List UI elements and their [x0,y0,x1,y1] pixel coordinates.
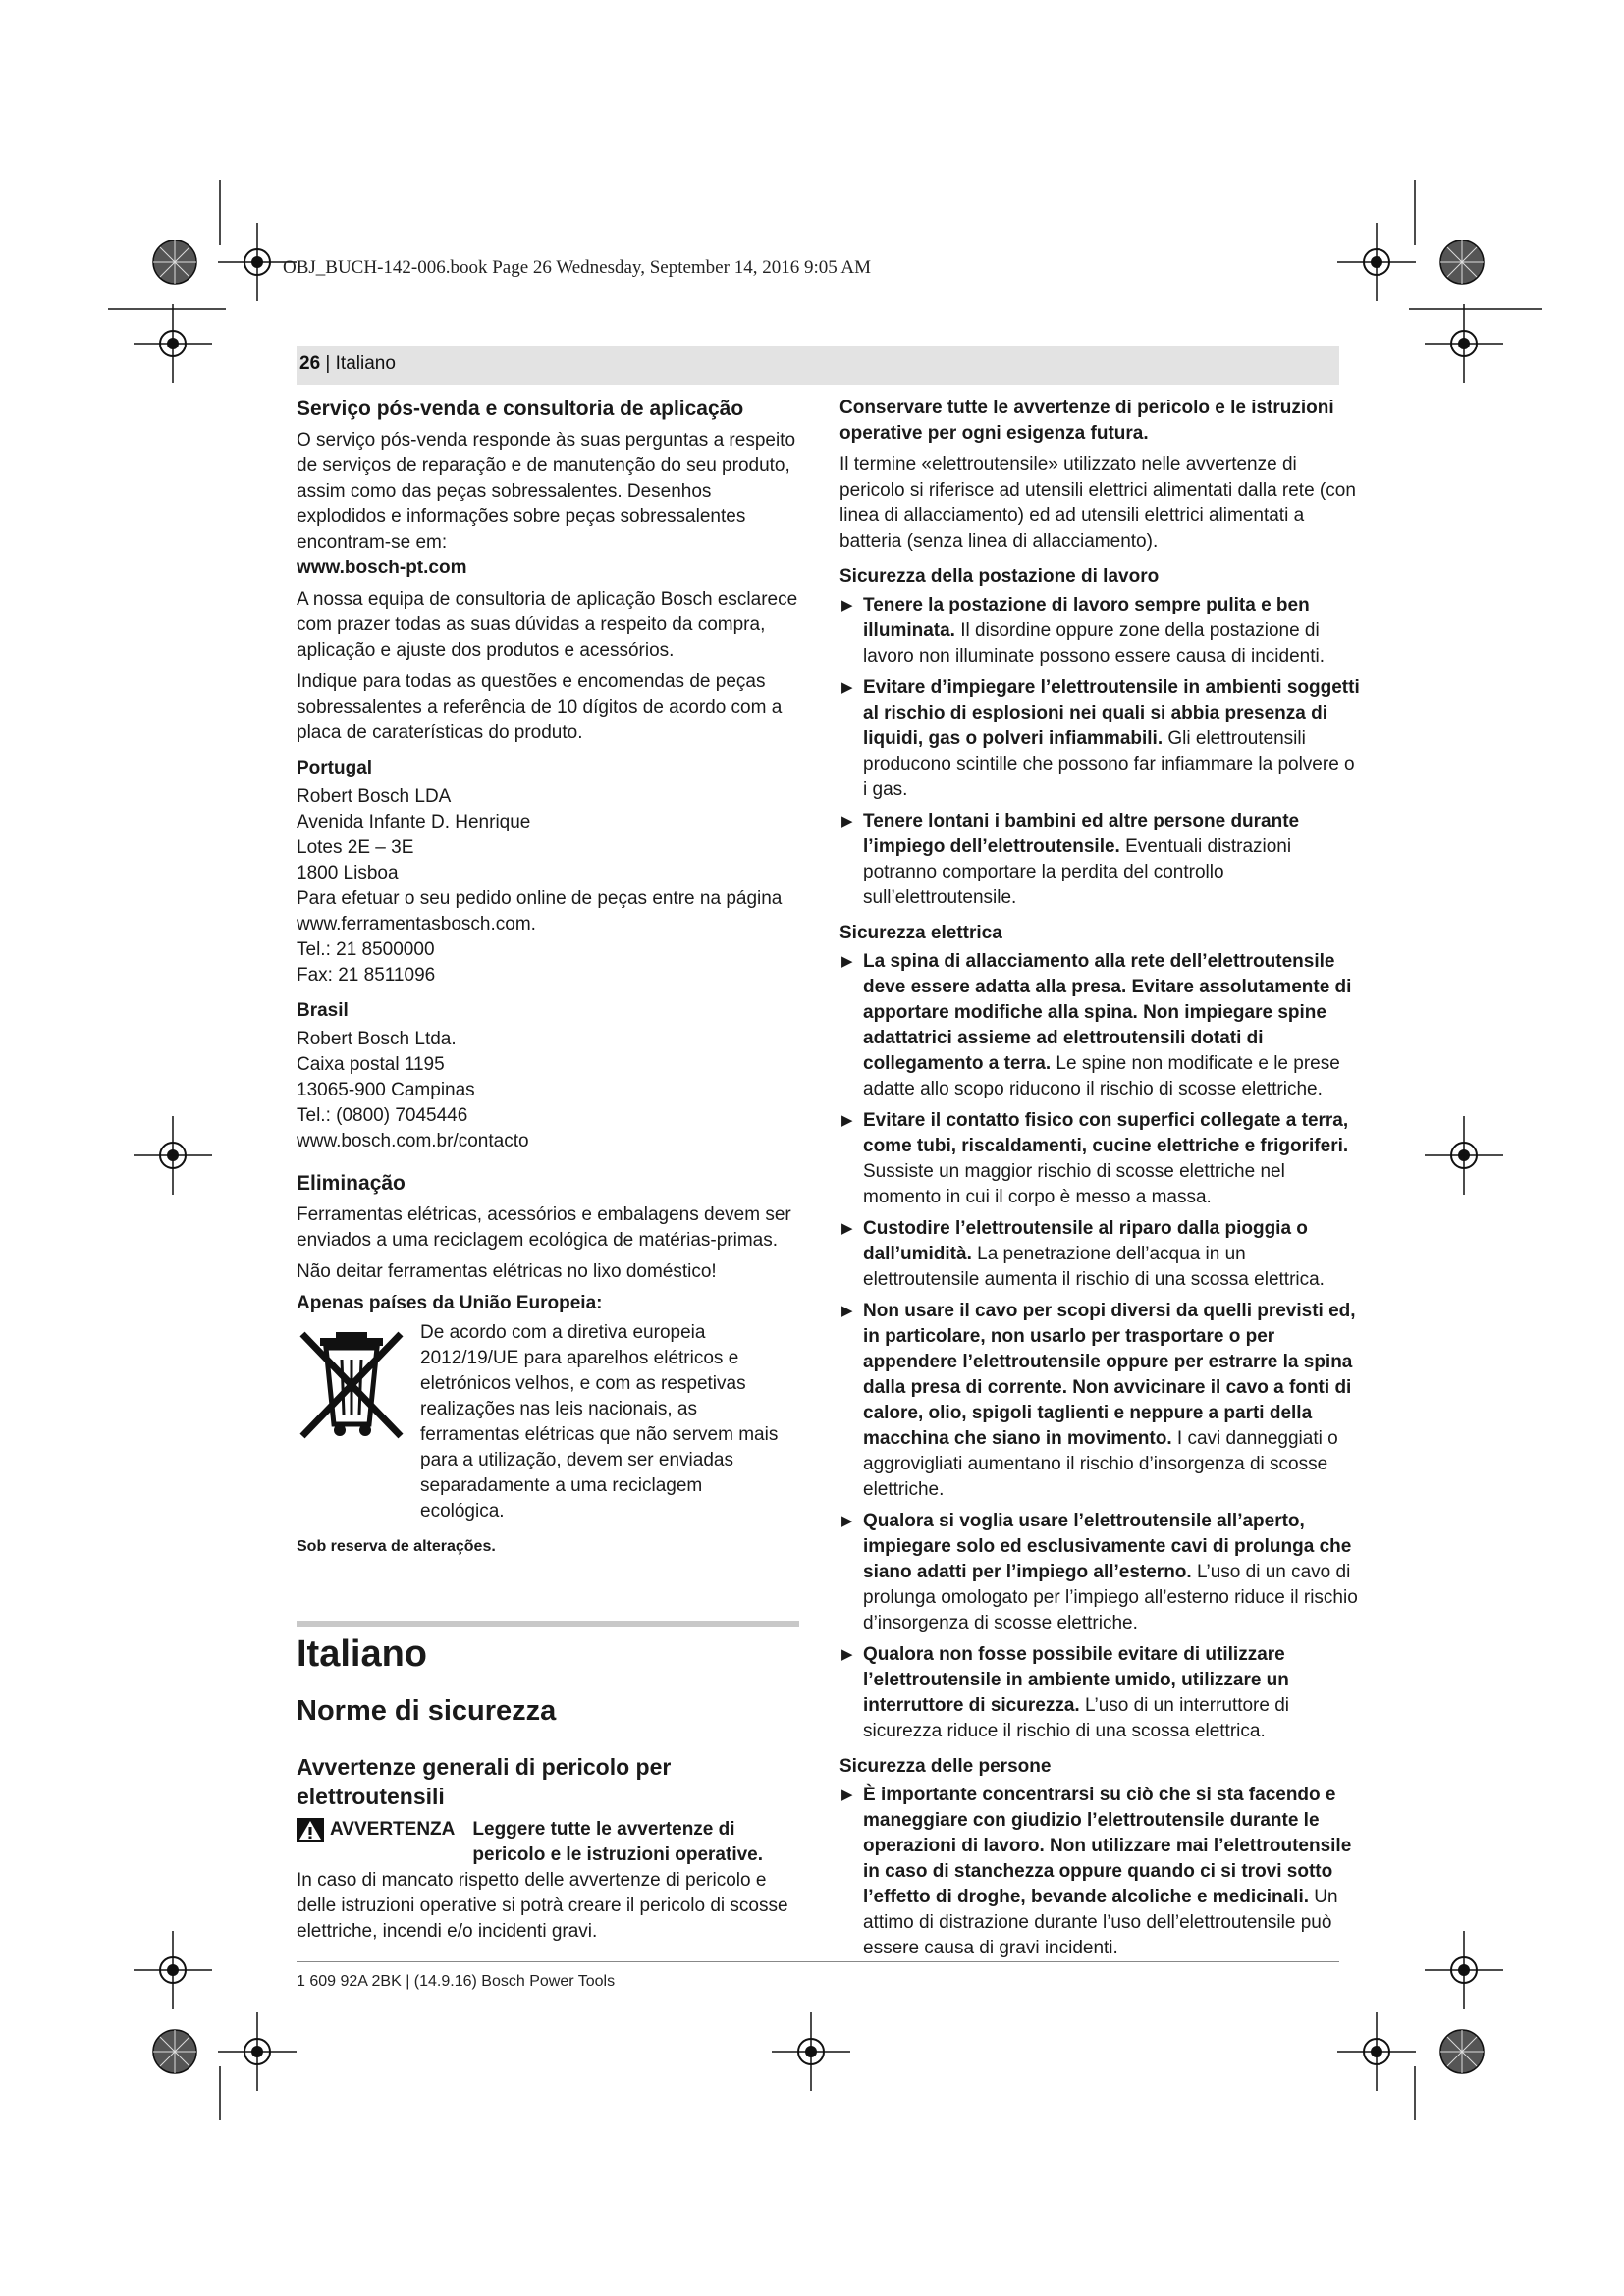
brasil-line: Tel.: (0800) 7045446 [297,1105,468,1126]
warning-row [297,1817,799,1868]
portugal-line: Robert Bosch LDA [297,786,452,807]
list-item [839,949,1360,1102]
italian-title: Italiano [297,1633,428,1675]
item-bold: Custodire l’elettroutensile al riparo dalla pioggia o dall’umidità. [863,1218,1308,1264]
page-footer: 1 609 92A 2BK | (14.9.16) Bosch Power Tools [297,1973,616,1990]
bullet-triangle-icon: ▶ [841,953,853,970]
list-item [839,1509,1360,1636]
list-item [839,675,1360,803]
bullet-triangle-icon: ▶ [841,1303,853,1319]
bullet-triangle-icon: ▶ [841,1513,853,1529]
item-text: L’uso di un interruttore di sicurezza riduce il rischio di una scossa elettrica. [863,1695,1290,1741]
item-bold: Tenere la postazione di lavoro sempre pulita e ben illuminata. [863,595,1310,641]
portugal-line: 1800 Lisboa [297,863,399,883]
item-bold: Tenere lontani i bambini ed altre persone durante l’impiego dell’elettroutensile. [863,811,1300,857]
reserve-note: Sob reserva de alterações. [297,1538,496,1555]
service-text-1: O serviço pós-venda responde às suas perguntas a respeito de serviços de reparação e de manutenção do seu produto, assim como das peças sobressalentes. Desenhos explodidos e informações sobre peças sobressalentes encontram-se em: [297,430,796,553]
list-item [839,1642,1360,1744]
warning-label: AVVERTENZA [330,1819,456,1840]
service-link[interactable]: www.bosch-pt.com [297,558,467,578]
portugal-line: Avenida Infante D. Henrique [297,812,531,832]
footer-rule [297,1961,1339,1962]
brasil-address [297,1027,799,1154]
eu-block [297,1320,799,1524]
portugal-title: Portugal [297,758,373,778]
brasil-line: 13065-900 Campinas [297,1080,475,1100]
electrical-title: Sicurezza elettrica [839,923,1002,943]
bullet-triangle-icon: ▶ [841,813,853,829]
item-text: I cavi danneggiati o aggrovigliati aumentano il rischio d’insorgenza di scosse elettriche. [863,1428,1338,1500]
term-paragraph: Il termine «elettroutensile» utilizzato nelle avvertenze di pericolo si riferisce ad utensili elettrici alimentati dalla rete (con linea di allacciamento) ed ad utensili elettrici alimentati a batteria (senza linea di allacciamento). [839,454,1356,552]
item-text: Sussiste un maggior rischio di scosse elettriche nel momento in cui il corpo è messo a massa. [863,1161,1285,1207]
header-bar [297,346,1339,385]
item-text: L’uso di un cavo di prolunga omologato per l’impiego all’esterno riduce il rischio d’insorgenza di scosse elettriche. [863,1562,1358,1633]
disposal-paragraph-1: Ferramentas elétricas, acessórios e embalagens devem ser enviados a uma reciclagem ecológica de matérias-primas. [297,1204,791,1251]
warning-bold-text: Leggere tutte le avvertenze di pericolo e le istruzioni operative. [472,1819,764,1865]
print-line: OBJ_BUCH-142-006.book Page 26 Wednesday, September 14, 2016 9:05 AM [283,257,872,278]
item-bold: Qualora non fosse possibile evitare di utilizzare l’elettroutensile in ambiente umido, utilizzare un interruttore di sicurezza. [863,1644,1289,1716]
item-bold: Evitare d’impiegare l’elettroutensile in ambienti soggetti al rischio di esplosioni nei quali si abbia presenza di liquidi, gas o polveri infiammabili. [863,677,1360,749]
item-text: Il disordine oppure zone della postazione di lavoro non illuminate possono essere causa di incidenti. [863,620,1325,667]
left-column [297,396,799,1950]
item-text: Un attimo di distrazione durante l’uso dell’elettroutensile può essere causa di gravi incidenti. [863,1887,1338,1958]
warning-text: In caso di mancato rispetto delle avvertenze di pericolo e delle istruzioni operative si potrà creare il pericolo di scosse elettriche, incendi e/o incidenti gravi. [297,1870,788,1942]
header-separator: | [320,353,336,374]
page-number: 26 [299,353,321,374]
item-bold: Qualora si voglia usare l’elettroutensile all’aperto, impiegare solo ed esclusivamente cavi di prolunga che siano adatti per l’impiego all’esterno. [863,1511,1352,1582]
bullet-triangle-icon: ▶ [841,679,853,696]
list-item [839,1783,1360,1961]
right-column [839,396,1360,1967]
list-item [839,593,1360,669]
eu-text: De acordo com a diretiva europeia 2012/19/UE para aparelhos elétricos e eletrónicos velhos, e com as respetivas realizações nas leis nacionais, as ferramentas elétricas que não servem mais para a utilização, devem ser enviadas separadamente a uma reciclagem ecológica. [420,1322,779,1522]
persons-title: Sicurezza delle persone [839,1756,1052,1777]
page-header [299,353,396,375]
brasil-line: Caixa postal 1195 [297,1054,445,1075]
service-paragraph-2: A nossa equipa de consultoria de aplicação Bosch esclarece com prazer todas as suas dúvidas a respeito da compra, aplicação e ajuste dos produtos e acessórios. [297,589,798,661]
list-item [839,1216,1360,1293]
general-warnings-title: Avvertenze generali di pericolo per elettroutensili [297,1754,672,1809]
safety-title: Norme di sicurezza [297,1695,557,1727]
list-item [839,1299,1360,1503]
list-item [839,809,1360,911]
list-item [839,1108,1360,1210]
disposal-paragraph-2: Não deitar ferramentas elétricas no lixo doméstico! [297,1261,717,1282]
brasil-line: Robert Bosch Ltda. [297,1029,457,1049]
item-text: Gli elettroutensili producono scintille che possono far infiammare la polvere o i gas. [863,728,1355,800]
item-text: La penetrazione dell’acqua in un elettroutensile aumenta il rischio di una scossa elettrica. [863,1244,1325,1290]
disposal-title: Eliminação [297,1172,406,1195]
section-divider [297,1621,799,1627]
crossed-bin-icon [297,1326,406,1444]
brasil-line: www.bosch.com.br/contacto [297,1131,529,1151]
item-text: Eventuali distrazioni potranno comportare la perdita del controllo sull’elettroutensile. [863,836,1292,908]
service-paragraph-1 [297,428,799,581]
eu-title: Apenas países da União Europeia: [297,1293,603,1313]
item-bold: Evitare il contatto fisico con superfici collegate a terra, come tubi, riscaldamenti, cucine elettriche e frigoriferi. [863,1110,1349,1156]
service-title: Serviço pós-venda e consultoria de aplicação [297,398,744,420]
portugal-line: Tel.: 21 8500000 [297,939,435,960]
bullet-triangle-icon: ▶ [841,1112,853,1129]
item-bold: La spina di allacciamento alla rete dell’elettroutensile deve essere adatta alla presa. Evitare assolutamente di apportare modifiche alla spina. Non impiegare spine adattatrici assieme ad elettroutensili dotati di collegamento a terra. [863,951,1352,1074]
item-text: Le spine non modificate e le prese adatte allo scopo riducono il rischio di scosse elettriche. [863,1053,1340,1099]
service-paragraph-3: Indique para todas as questões e encomendas de peças sobressalentes a referência de 10 dígitos de acordo com a placa de caraterísticas do produto. [297,671,783,743]
warning-badge [297,1817,455,1842]
workplace-title: Sicurezza della postazione di lavoro [839,566,1160,587]
portugal-address [297,784,799,988]
portugal-line: Para efetuar o seu pedido online de peças entre na página www.ferramentasbosch.com. [297,888,783,934]
keep-instructions: Conservare tutte le avvertenze di pericolo e le istruzioni operative per ogni esigenza futura. [839,398,1334,444]
header-language: Italiano [335,353,396,374]
brasil-title: Brasil [297,1000,349,1021]
portugal-line: Fax: 21 8511096 [297,965,436,986]
bullet-triangle-icon: ▶ [841,1646,853,1663]
warning-triangle-icon [297,1818,324,1842]
item-bold: Non usare il cavo per scopi diversi da quelli previsti ed, in particolare, non usarlo per trasportare o per appendere l’elettroutensile oppure per estrarre la spina dalla presa di corrente. Non avvicinare il cavo a fonti di calore, olio, spigoli taglienti e neppure a parti della macchina che siano in movimento. [863,1301,1356,1449]
bullet-triangle-icon: ▶ [841,597,853,614]
bullet-triangle-icon: ▶ [841,1787,853,1803]
bullet-triangle-icon: ▶ [841,1220,853,1237]
item-bold: È importante concentrarsi su ciò che si sta facendo e maneggiare con giudizio l’elettroutensile durante le operazioni di lavoro. Non utilizzare mai l’elettroutensile in caso di stanchezza oppure quando ci si trovi sotto l’effetto di droghe, bevande alcoliche e medicinali. [863,1785,1352,1907]
portugal-line: Lotes 2E – 3E [297,837,414,858]
